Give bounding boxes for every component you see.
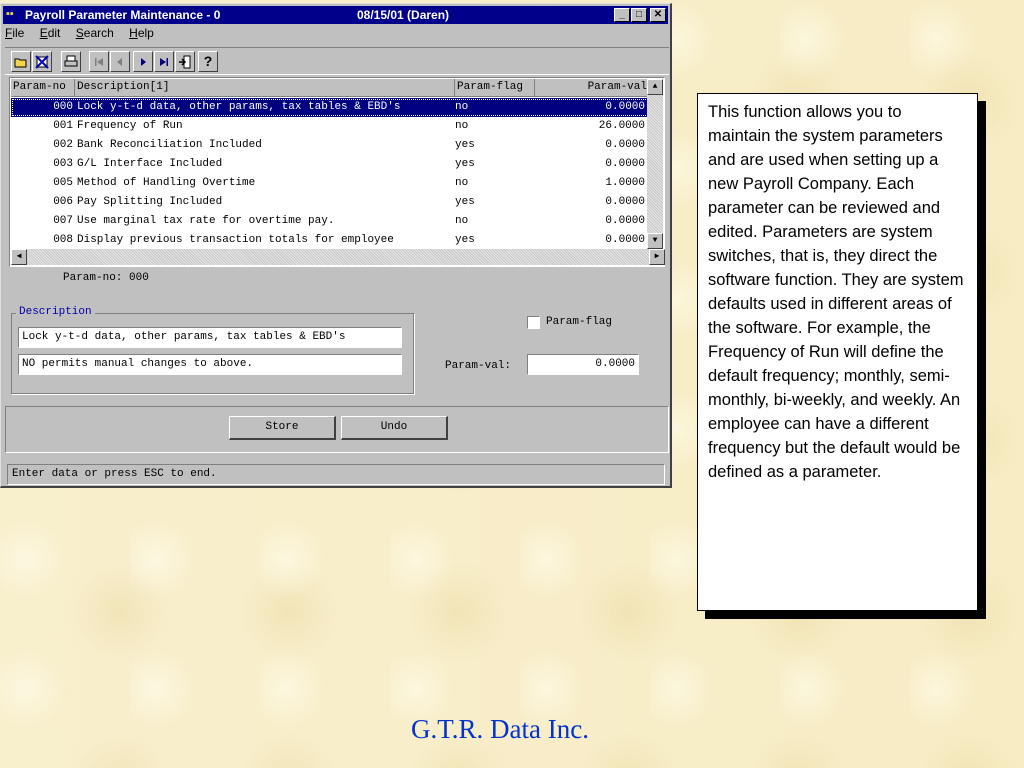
info-text-box: This function allows you to maintain the system parameters and are used when setting up a new Payroll Company. Each parameter can be reviewed and edited. Parameters are system switches, that is, they direct the software function. They are system defaults used in different areas of the software. For example, the Frequency of Run will define the default frequency; monthly, semi-monthly, bi-weekly, and weekly. An employee can have a different frequency but the default would be defined as a parameter. — [697, 93, 978, 611]
minimize-button[interactable]: _ — [614, 8, 630, 22]
cell-param-flag: yes — [455, 196, 475, 208]
cell-param-no: 001 — [53, 120, 73, 132]
table-row[interactable] — [11, 193, 649, 212]
grid-header — [11, 79, 649, 97]
parameter-grid[interactable] — [9, 77, 665, 267]
horizontal-scrollbar[interactable] — [11, 249, 665, 265]
cell-param-val: 26.0000 — [598, 120, 645, 132]
cell-description: Pay Splitting Included — [77, 196, 223, 208]
delete-icon[interactable] — [32, 51, 52, 72]
cell-param-val: 0.0000 — [605, 215, 645, 227]
param-flag-label: Param-flag — [546, 316, 613, 328]
previous-record-icon[interactable] — [110, 51, 130, 72]
cell-param-val: 0.0000 — [605, 234, 645, 246]
next-record-icon[interactable] — [133, 51, 153, 72]
description-group — [11, 306, 414, 394]
company-footer: G.T.R. Data Inc. — [411, 714, 589, 744]
description-line-2-input[interactable]: NO permits manual changes to above. — [18, 354, 402, 375]
cell-description: Use marginal tax rate for overtime pay. — [77, 215, 335, 227]
header-param-no[interactable]: Param-no — [11, 79, 75, 96]
scroll-right-icon[interactable]: ▶ — [649, 249, 665, 265]
table-row[interactable] — [11, 231, 649, 250]
store-button[interactable]: Store — [229, 416, 336, 440]
menu-help[interactable]: Help — [129, 26, 154, 40]
cell-description: Frequency of Run — [77, 120, 183, 132]
table-row-selected[interactable] — [11, 98, 649, 117]
table-row[interactable] — [11, 155, 649, 174]
cell-param-val: 1.0000 — [605, 177, 645, 189]
header-description[interactable]: Description[1] — [75, 79, 455, 96]
title-bar[interactable] — [3, 6, 668, 24]
undo-button[interactable]: Undo — [341, 416, 448, 440]
cell-param-no: 006 — [53, 196, 73, 208]
table-row[interactable] — [11, 117, 649, 136]
cell-param-flag: no — [455, 120, 469, 132]
vertical-scrollbar[interactable] — [647, 79, 663, 249]
status-bar: Enter data or press ESC to end. — [7, 464, 665, 485]
window-title: Payroll Parameter Maintenance - 0 — [25, 8, 221, 22]
app-icon: ▪▪ — [6, 8, 14, 20]
cell-description: Bank Reconciliation Included — [77, 139, 262, 151]
cell-param-flag: no — [455, 215, 469, 227]
help-icon[interactable]: ? — [198, 51, 218, 72]
menu-edit[interactable]: Edit — [39, 26, 61, 40]
cell-param-no: 002 — [53, 139, 73, 151]
app-window — [0, 3, 672, 488]
cell-param-no: 008 — [53, 234, 73, 246]
cell-param-flag: yes — [455, 234, 475, 246]
cell-description: Lock y-t-d data, other params, tax tables & EBD's — [77, 101, 401, 113]
cell-param-flag: no — [455, 177, 469, 189]
header-param-flag[interactable]: Param-flag — [455, 79, 535, 96]
cell-description: Method of Handling Overtime — [77, 177, 256, 189]
menu-bar — [5, 26, 166, 44]
scroll-up-icon[interactable]: ▲ — [647, 79, 663, 95]
cell-param-val: 0.0000 — [605, 139, 645, 151]
cell-param-no: 007 — [53, 215, 73, 227]
cell-param-no: 000 — [53, 101, 73, 113]
print-icon[interactable] — [61, 51, 81, 72]
param-flag-checkbox[interactable] — [527, 316, 540, 329]
first-record-icon[interactable] — [89, 51, 109, 72]
cell-param-no: 003 — [53, 158, 73, 170]
scroll-down-icon[interactable]: ▼ — [647, 233, 663, 249]
window-date-user: 08/15/01 (Daren) — [357, 8, 450, 22]
table-row[interactable] — [11, 212, 649, 231]
table-row[interactable] — [11, 136, 649, 155]
cell-param-val: 0.0000 — [605, 158, 645, 170]
param-no-display: Param-no: 000 — [63, 272, 149, 284]
button-panel — [5, 406, 669, 453]
param-val-label: Param-val: — [445, 360, 512, 372]
cell-param-flag: yes — [455, 158, 475, 170]
description-line-1-input[interactable]: Lock y-t-d data, other params, tax tables & EBD's — [18, 327, 402, 348]
maximize-button[interactable]: □ — [631, 8, 647, 22]
table-row[interactable] — [11, 174, 649, 193]
scroll-left-icon[interactable]: ◀ — [11, 249, 27, 265]
toolbar — [5, 47, 669, 75]
exit-icon[interactable] — [175, 51, 195, 72]
close-button[interactable]: ✕ — [650, 8, 666, 22]
menu-file[interactable]: File — [5, 26, 25, 40]
cell-description: Display previous transaction totals for employee — [77, 234, 394, 246]
description-legend: Description — [16, 306, 95, 318]
open-folder-icon[interactable] — [11, 51, 31, 72]
cell-description: G/L Interface Included — [77, 158, 223, 170]
cell-param-val: 0.0000 — [605, 101, 645, 113]
cell-param-val: 0.0000 — [605, 196, 645, 208]
cell-param-no: 005 — [53, 177, 73, 189]
cell-param-flag: yes — [455, 139, 475, 151]
menu-search[interactable]: Search — [75, 26, 114, 40]
cell-param-flag: no — [455, 101, 469, 113]
param-val-input[interactable]: 0.0000 — [527, 354, 639, 375]
header-param-val[interactable]: Param-val — [587, 81, 647, 93]
last-record-icon[interactable] — [154, 51, 174, 72]
